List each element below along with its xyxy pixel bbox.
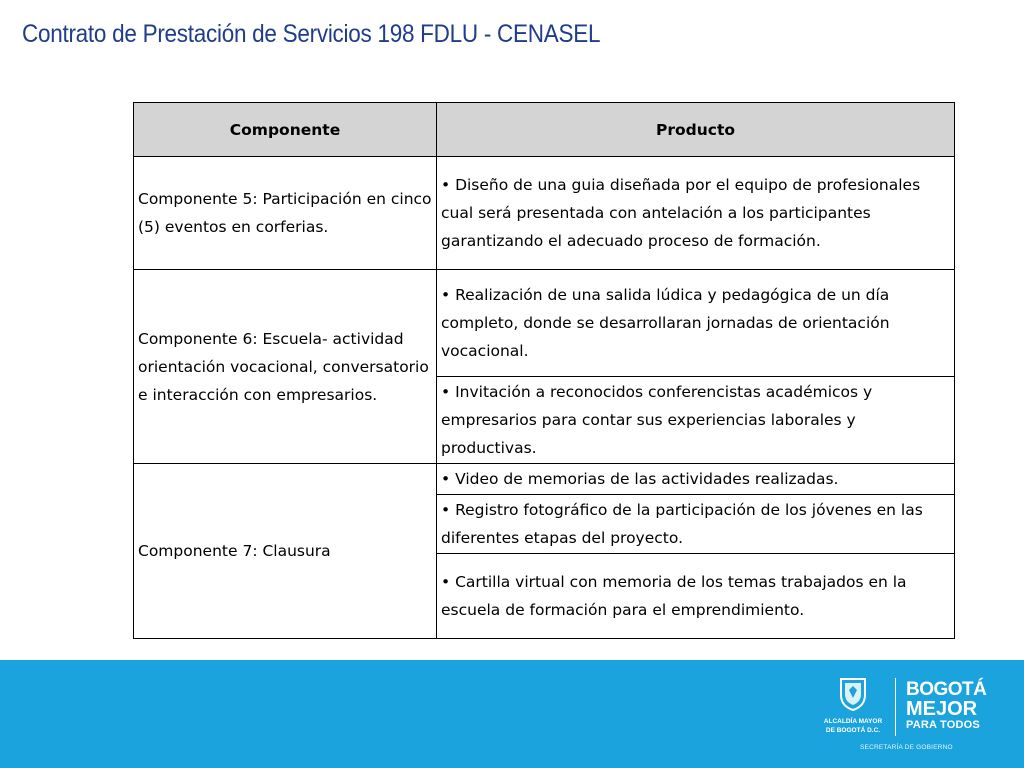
component-cell: Componente 6: Escuela- actividad orientación vocacional, conversatorio e interacción con empresarios. [134, 270, 437, 464]
brand-line2: MEJOR [906, 698, 978, 720]
table-row [134, 270, 955, 377]
secretaria-label: SECRETARÍA DE GOBIERNO [860, 744, 953, 751]
product-cell: • Invitación a reconocidos conferencistas académicos y empresarios para contar sus experiencias laborales y productivas. [437, 377, 955, 464]
table-row [134, 464, 955, 495]
brand-line3: PARA TODOS [906, 719, 980, 731]
product-cell: • Cartilla virtual con memoria de los temas trabajados en la escuela de formación para el emprendimiento. [437, 554, 955, 639]
component-cell: Componente 5: Participación en cinco (5) eventos en corferias. [134, 157, 437, 270]
seal-text-line2: DE BOGOTÁ D.C. [825, 727, 881, 734]
product-cell: • Registro fotográfico de la participación de los jóvenes en las diferentes etapas del proyecto. [437, 495, 955, 554]
components-table [133, 102, 955, 639]
column-header-producto: Producto [437, 103, 955, 157]
component-cell: Componente 7: Clausura [134, 464, 437, 639]
seal-text-line1: ALCALDÍA MAYOR [823, 718, 883, 725]
column-header-componente: Componente [134, 103, 437, 157]
slide-title: Contrato de Prestación de Servicios 198 FDLU - CENASEL [22, 20, 601, 48]
table-header-row [134, 103, 955, 157]
brand-line1: BOGOTÁ [906, 679, 987, 700]
table-row [134, 157, 955, 270]
coat-of-arms-icon [838, 676, 868, 712]
product-cell: • Video de memorias de las actividades realizadas. [437, 464, 955, 495]
alcaldia-logo [820, 676, 886, 740]
footer-divider [895, 678, 896, 736]
product-cell: • Realización de una salida lúdica y pedagógica de un día completo, donde se desarrollaran jornadas de orientación vocacional. [437, 270, 955, 377]
bogota-mejor-logo [906, 680, 986, 731]
product-cell: • Diseño de una guia diseñada por el equipo de profesionales cual será presentada con antelación a los participantes garantizando el adecuado proceso de formación. [437, 157, 955, 270]
